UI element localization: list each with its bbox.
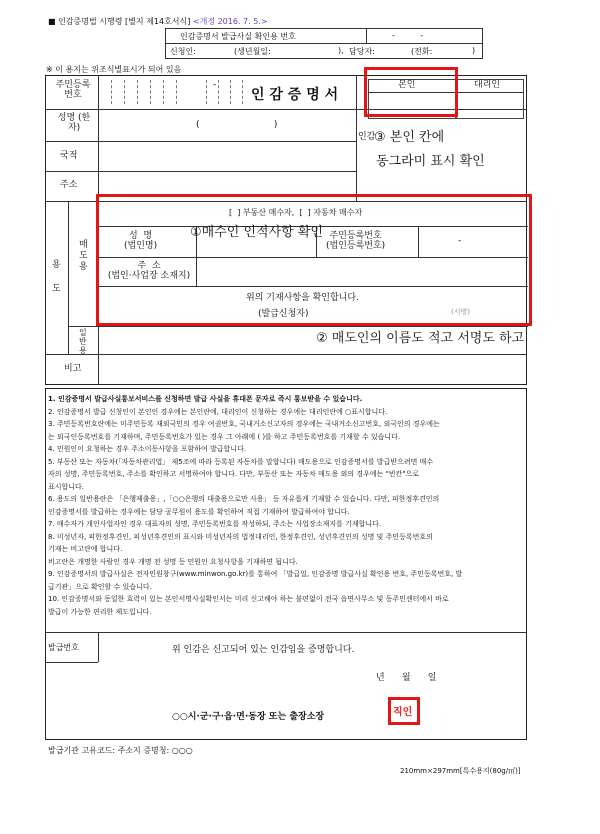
principal-label: 본인 [398, 80, 416, 90]
note-item: 인감증명서를 발급하는 경우에는 담당 공무원이 용도를 확인하여 직접 기재하여 발급하여야 합니다. [48, 507, 350, 516]
note-item: 자의 성명, 주민등록번호, 주소를 확인하고 서명하여야 합니다. 다만, 부동산 또는 자동차 매도용 외의 경우에는 "빈칸"으로 [48, 470, 420, 478]
confirm-sign[interactable]: (서명) [451, 308, 470, 316]
confirm-applicant: (발급신청자) [258, 309, 309, 319]
issue-number-field[interactable]: - - [392, 31, 424, 40]
buyer-id-dash: - [458, 236, 462, 246]
seal-label: 인감 [358, 132, 376, 142]
issuer-name: ○○시·군·구·읍·면·동장 또는 출장소장 [172, 712, 325, 722]
note-item: 비고란은 개명한 사람인 경우 개명 전 성명 등 민원인 요청사항을 기재하면 됩니다. [48, 557, 298, 566]
note-item: 기재는 비고란에 합니다. [48, 545, 123, 553]
official-seal: 직인 [393, 707, 413, 718]
name-hanja-field[interactable]: ( ) [196, 120, 278, 130]
revision-text: <개정 2016. 7. 5.> [192, 17, 268, 26]
resident-number-label: 주민등록 번호 [55, 80, 91, 101]
general-use-label: 일 반 용 [79, 328, 87, 355]
note-item: 7. 매수자가 개인사업자인 경우 대표자의 성명, 주민등록번호를 작성하되, 주소는 사업장소재지를 기재합니다. [48, 520, 382, 528]
form-ref-text: ■ 인감증명법 시행령 [별지 제14호서식] [48, 17, 191, 26]
note-item: 1. 인감증명서 발급사실통보서비스를 신청하면 발급 사실을 휴대폰 문자로 즉시 통보받을 수 있습니다. [48, 395, 363, 403]
note-item: 8. 미성년자, 피한정후견인, 피성년후견인의 표시와 미성년자의 법정대리인, 한정후견인, 성년후견인의 성명 및 주민등록번호의 [48, 532, 433, 541]
resident-number-dash: - [213, 80, 217, 90]
phone-label: (전화: [411, 47, 433, 56]
confirm-text: 위의 기재사항을 확인합니다. [246, 293, 359, 303]
note-item: 4. 민원인이 요청하는 경우 주소이동사항을 포함하여 발급합니다. [48, 445, 247, 453]
birth-close: ), [338, 46, 344, 55]
address-label: 주소 [60, 180, 78, 190]
note-item: 급기관」으로 확인할 수 있습니다. [48, 582, 152, 591]
certificate-statement: 위 인감은 신고되어 있는 인감임을 증명합니다. [172, 645, 355, 655]
note-item: 3. 주민등록번호란에는 미주민등록 재외국민의 경우 여권번호, 국내거소신고자의 경우에는 국내거소신고번호, 외국인의 경우에는 [48, 420, 440, 428]
annotation-principal-line1: ③ 본인 칸에 [374, 130, 445, 145]
issue-number-cert-label: 발급번호 [48, 643, 79, 652]
buyer-address-label: 주 소 (법인·사업장 소재지) [107, 261, 191, 282]
note-item: 2. 인감증명서 발급 신청인이 본인인 경우에는 본인란에, 대리인이 신청하는 경우에는 대리인란에 ○표시합니다. [48, 407, 388, 416]
name-label: 성명 (한 자) [57, 113, 91, 134]
issue-number-label: 인감증명서 발급사실 확인용 번호 [180, 32, 296, 41]
annotation-buyer-check: ①매수인 인적사항 확인 [190, 225, 323, 240]
principal-highlight-box [364, 67, 458, 117]
remarks-label: 비고 [64, 364, 82, 374]
birth-label: (생년월일: [234, 47, 271, 56]
anti-forgery-note: ※ 이 용지는 위조식별표시가 되어 있음 [46, 65, 182, 74]
nationality-label: 국적 [60, 151, 78, 161]
issuer-code: 발급기관 고유코드: 주소지 증명청: ○○○ [48, 746, 193, 755]
sale-buyer-type-checkboxes[interactable]: [ ] 부동산 매수자, [ ] 자동차 매수자 [229, 208, 363, 217]
buyer-info-highlight-box [96, 194, 532, 326]
agent-label: 대리인 [474, 80, 501, 90]
buyer-id-label: 주민등록번호 (법인등록번호) [326, 231, 386, 252]
notes-list [48, 393, 530, 618]
phone-close: ) [472, 46, 476, 55]
form-reference [48, 16, 268, 27]
buyer-name-label: 성 명 (법인명) [124, 231, 158, 252]
annotation-seller-sign: ② 매도인의 이름도 적고 서명도 하고 [316, 331, 525, 346]
note-item: 6. 용도의 일반용란은 「은행제출용」,「○○은행의 대출용으로만 사용」 등 자유롭게 기재할 수 있습니다. 다만, 피한정후견인의 [48, 495, 440, 503]
note-item: 9. 인감증명서의 발급사실은 전자민원창구(www.minwon.go.kr)를 통하여 「발급일, 인감증명 발급사실 확인용 번호, 주민등록번호, 발 [48, 570, 463, 578]
note-item: 10. 인감증명서와 동일한 효력이 있는 본인서명사실확인서는 미리 신고해야 하는 불편없이 전국 읍면사무소 및 동주민센터에서 바로 [48, 595, 449, 603]
page-title: 인 감 증 명 서 [251, 87, 339, 103]
applicant-label: 신청인: [170, 47, 196, 56]
note-item: 표시합니다. [48, 482, 85, 491]
note-item: 는 외국인등록번호를 기재하며, 주민등록번호가 있는 경우 그 아래에 ( )를 하고 주민등록번호를 기재할 수 있습니다. [48, 432, 401, 441]
staff-label: 담당자: [349, 47, 375, 56]
certificate-date[interactable]: 년 월 일 [376, 673, 437, 683]
paper-spec: 210mm×297mm[특수용지(80g/㎡)] [400, 767, 521, 775]
issue-confirmation-box [165, 28, 483, 59]
use-label: 용 도 [52, 260, 61, 294]
note-item: 5. 부동산 또는 자동차(「자동차관리법」 제5조에 따라 등록된 자동차를 말합니다) 매도용으로 인감증명서를 발급받으려면 매수 [48, 457, 434, 466]
annotation-principal-line2: 동그라미 표시 확인 [376, 154, 485, 169]
sale-use-label: 매 도 용 [79, 240, 88, 272]
note-item: 발급이 가능한 편리한 제도입니다. [48, 607, 152, 616]
